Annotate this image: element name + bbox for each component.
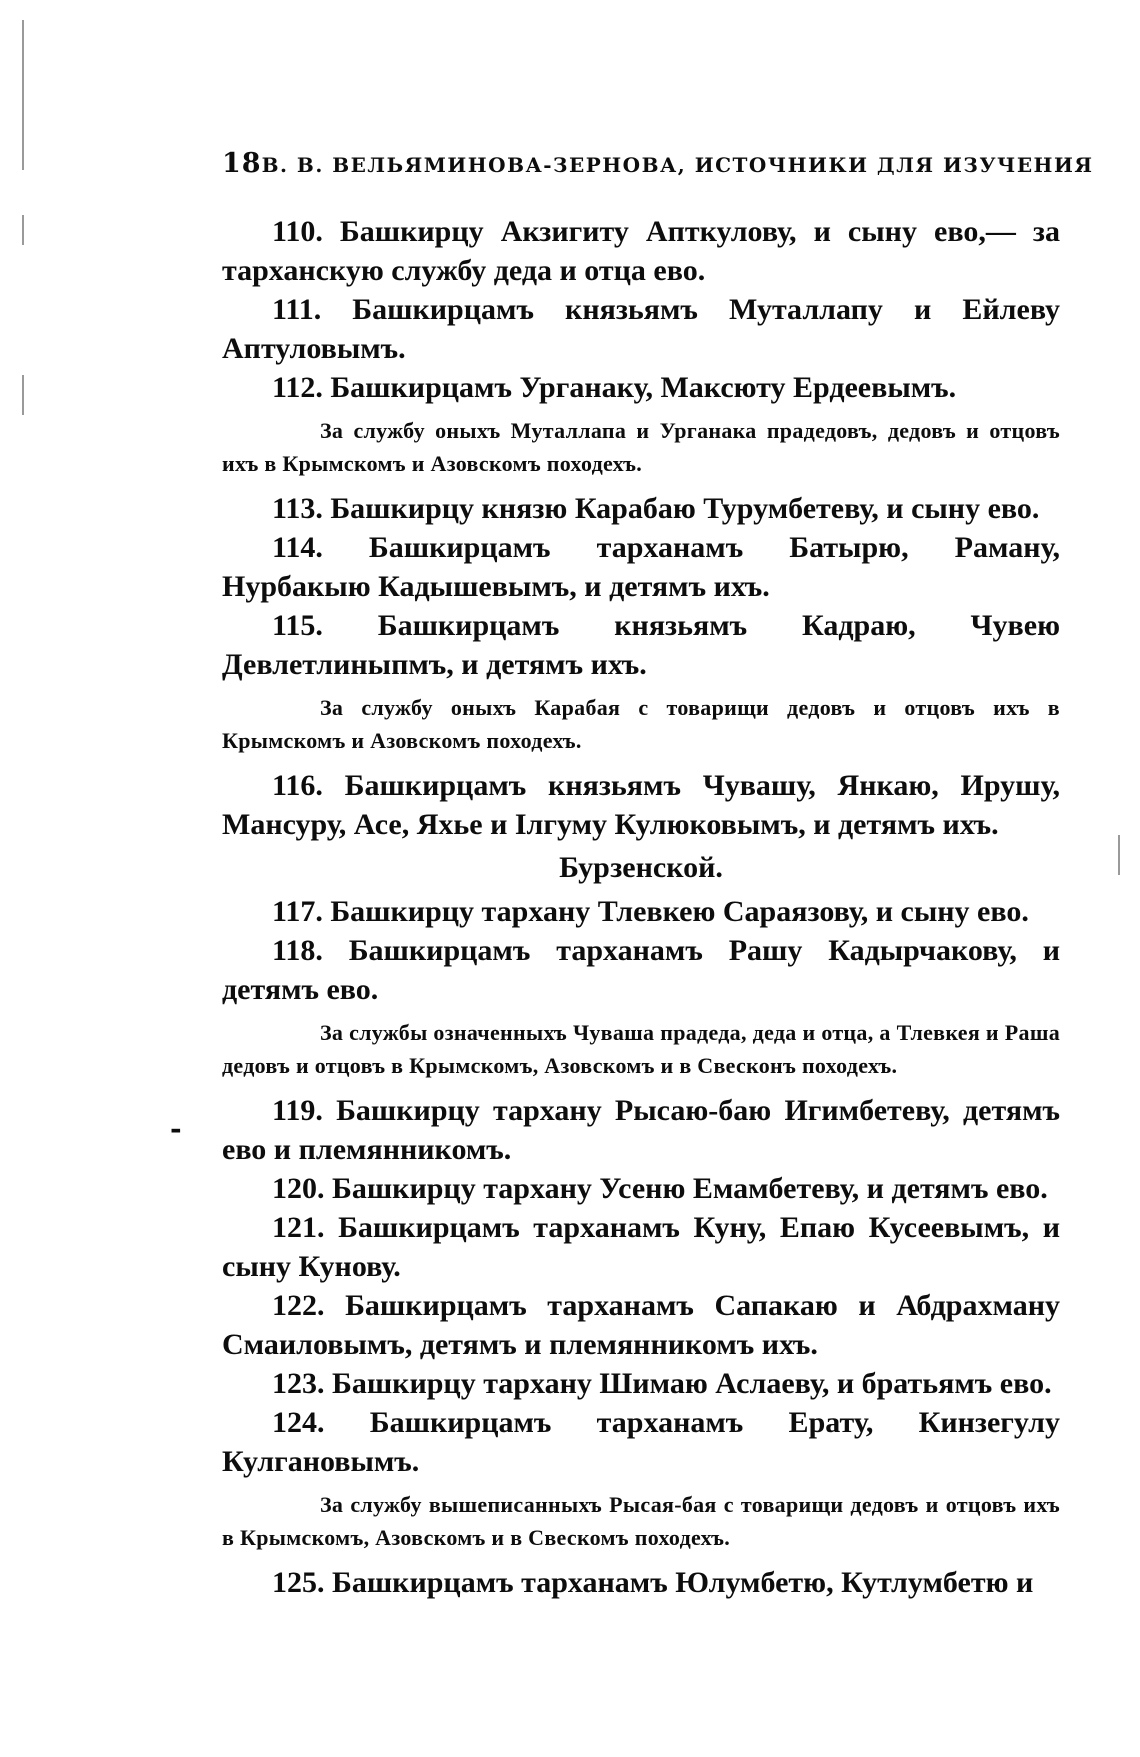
entry-113: 113. Башкирцу князю Карабаю Турумбетеву, и сыну ево.	[272, 492, 1040, 525]
section-title-burzen: Бурзенской.	[559, 851, 723, 884]
entry-121: 121. Башкирцамъ тарханамъ Куну, Епаю Кусеевымъ, и сыну Кунову.	[222, 1211, 1060, 1283]
entry-116: 116. Башкирцамъ князьямъ Чувашу, Янкаю, Ирушу, Мансуру, Асе, Яхье и Ілгуму Кулюковымъ, и детямъ ихъ.	[222, 769, 1060, 841]
page-header	[222, 148, 1094, 194]
note-service-4: За службу вышеписанныхъ Рысая-бая с товарищи дедовъ и отцовъ ихъ в Крымскомъ, Азовскомъ и в Свескомъ походехъ.	[222, 1492, 1060, 1550]
scan-edge-left-low	[22, 375, 24, 415]
entry-125: 125. Башкирцамъ тарханамъ Юлумбетю, Кутлумбетю и	[272, 1566, 1034, 1599]
scan-edge-left-top	[22, 20, 24, 170]
entry-114: 114. Башкирцамъ тарханамъ Батырю, Раману, Нурбакыю Кадышевымъ, и детямъ ихъ.	[222, 531, 1060, 603]
entry-124: 124. Башкирцамъ тарханамъ Ерату, Кинзегулу Кулгановымъ.	[222, 1406, 1060, 1478]
note-service-2: За службу оныхъ Карабая с товарищи дедовъ и отцовъ ихъ в Крымскомъ и Азовскомъ походехъ.	[222, 695, 1060, 753]
note-service-3: За службы означенныхъ Чуваша прадеда, деда и отца, а Тлевкея и Раша дедовъ и отцовъ в Крымскомъ, Азовскомъ и в Свесконъ походехъ.	[222, 1020, 1060, 1078]
page-number: 18	[222, 148, 262, 179]
running-head: В. В. ВЕЛЬЯМИНОВА-ЗЕРНОВА, ИСТОЧНИКИ ДЛЯ ИЗУЧЕНИЯ	[261, 153, 1094, 177]
note-service-1: За службу оныхъ Муталлапа и Урганака прадедовъ, дедовъ и отцовъ ихъ в Крымскомъ и Азовскомъ походехъ.	[222, 418, 1060, 476]
entry-112: 112. Башкирцамъ Урганаку, Максюту Ердеевымъ.	[272, 371, 957, 404]
margin-mark: -	[170, 1112, 182, 1145]
entry-111: 111. Башкирцамъ князьямъ Муталлапу и Ейлеву Аптуловымъ.	[222, 293, 1060, 365]
entry-120: 120. Башкирцу тархану Усеню Емамбетеву, и детямъ ево.	[272, 1172, 1048, 1205]
scan-edge-right	[1118, 835, 1120, 875]
entry-123: 123. Башкирцу тархану Шимаю Аслаеву, и братьямъ ево.	[272, 1367, 1052, 1400]
page-body	[222, 212, 1060, 1602]
book-page	[222, 148, 1094, 1602]
scan-edge-left-mid	[22, 215, 24, 245]
entry-122: 122. Башкирцамъ тарханамъ Сапакаю и Абдрахману Смаиловымъ, детямъ и племянникомъ ихъ.	[222, 1289, 1060, 1361]
entry-115: 115. Башкирцамъ князьямъ Кадраю, Чувею Девлетлиныпмъ, и детямъ ихъ.	[222, 609, 1060, 681]
entry-110: 110. Башкирцу Акзигиту Апткулову, и сыну ево,— за тарханскую службу деда и отца ево.	[222, 215, 1060, 287]
entry-117: 117. Башкирцу тархану Тлевкею Сараязову, и сыну ево.	[272, 895, 1029, 928]
entry-118: 118. Башкирцамъ тарханамъ Рашу Кадырчакову, и детямъ ево.	[222, 934, 1060, 1006]
entry-119: 119. Башкирцу тархану Рысаю-баю Игимбетеву, детямъ ево и племянникомъ.	[222, 1094, 1060, 1166]
